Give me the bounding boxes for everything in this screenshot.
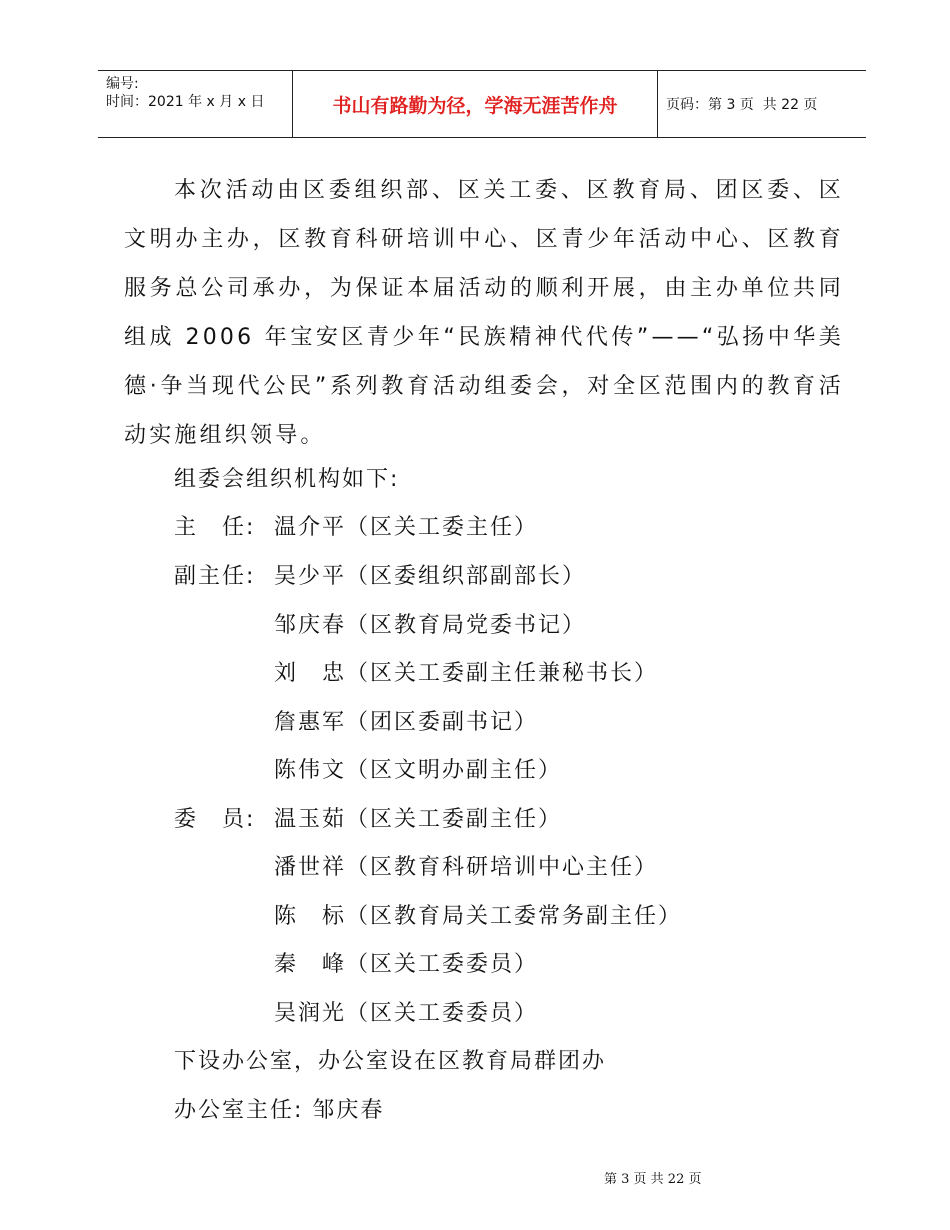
member-label: 委 员: bbox=[174, 807, 256, 832]
org-heading: 组委会组织机构如下: bbox=[174, 467, 400, 492]
director-label: 主 任: bbox=[174, 515, 256, 540]
time-label: 时间：2021 年 x 月 x 日 bbox=[106, 94, 265, 110]
document-header bbox=[98, 70, 866, 138]
document-body bbox=[124, 166, 844, 460]
header-motto: 书山有路勤为径，学海无涯苦作舟 bbox=[293, 71, 658, 137]
deputy-entry: 邹庆春（区教育局党委书记） bbox=[274, 613, 587, 638]
page-label: 页码：第 3 页 共 22 页 bbox=[666, 97, 818, 113]
header-page-info bbox=[658, 71, 866, 137]
director-entry: 温介平（区关工委主任） bbox=[274, 515, 539, 540]
deputy-entry: 陈伟文（区文明办副主任） bbox=[274, 758, 563, 783]
member-entry: 潘世祥（区教育科研培训中心主任） bbox=[274, 855, 659, 880]
member-entry: 秦 峰（区关工委委员） bbox=[274, 952, 539, 977]
page-footer: 第 3 页 共 22 页 bbox=[604, 1172, 702, 1187]
deputy-entry: 刘 忠（区关工委副主任兼秘书长） bbox=[274, 661, 659, 686]
member-entry: 温玉茹（区关工委副主任） bbox=[274, 807, 563, 832]
deputy-entry: 詹惠军（团区委副书记） bbox=[274, 710, 539, 735]
intro-paragraph: 本次活动由区委组织部、区关工委、区教育局、团区委、区文明办主办，区教育科研培训中心、区青少年活动中心、区教育服务总公司承办，为保证本届活动的顺利开展，由主办单位共同组成 2006 年宝安区青少年“民族精神代代传”——“弘扬中华美德·争当现代公民”系列教育活动组委会，对全区范围内的教育活动实施组织领导。 bbox=[124, 178, 844, 448]
member-entry: 吴润光（区关工委委员） bbox=[274, 1001, 539, 1026]
deputy-label: 副主任: bbox=[174, 564, 256, 589]
member-entry: 陈 标（区教育局关工委常务副主任） bbox=[274, 904, 683, 929]
deputy-entry: 吴少平（区委组织部副部长） bbox=[274, 564, 587, 589]
office-director: 办公室主任: 邹庆春 bbox=[174, 1098, 385, 1123]
office-setup: 下设办公室，办公室设在区教育局群团办 bbox=[174, 1049, 607, 1074]
header-meta bbox=[98, 71, 293, 137]
number-label: 编号: bbox=[106, 76, 139, 92]
